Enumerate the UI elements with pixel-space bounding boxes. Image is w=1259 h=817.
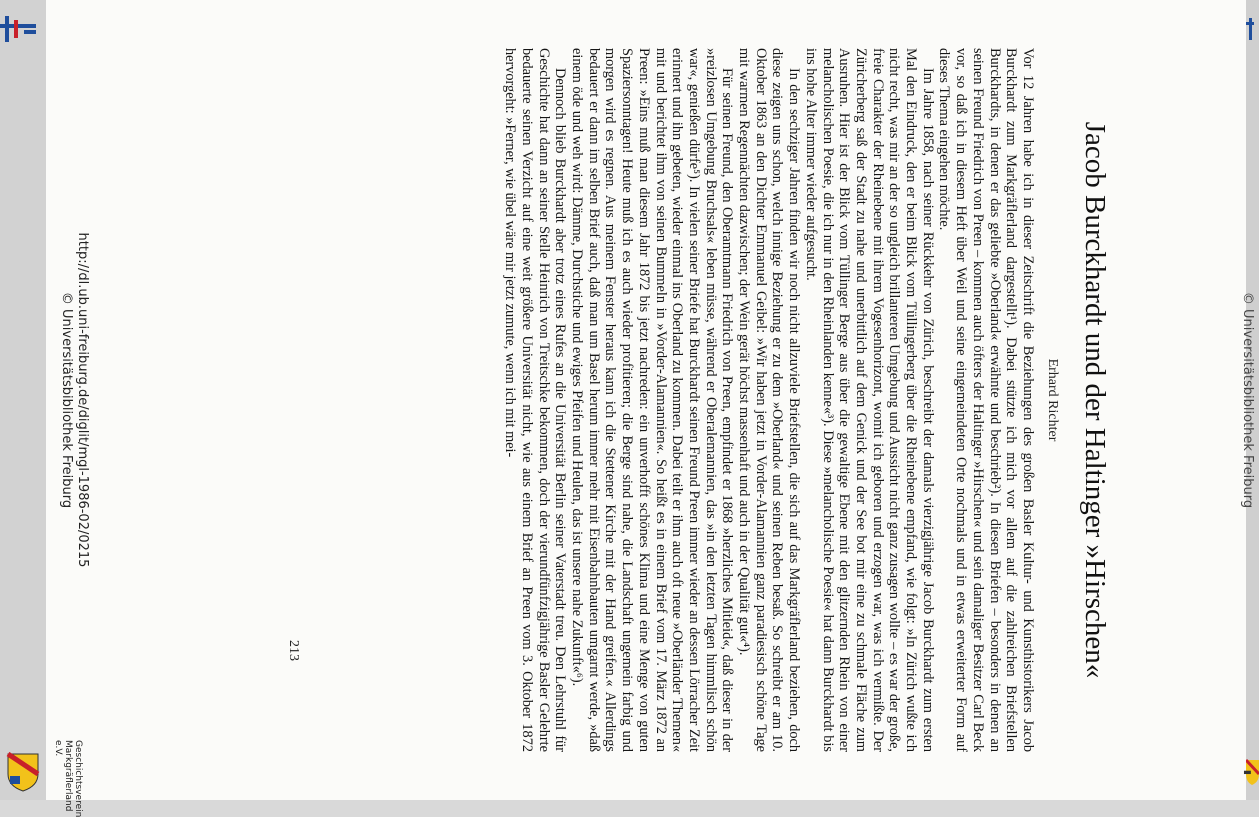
article-author: Erhard Richter xyxy=(1045,358,1060,442)
verein-line: Geschichtsverein xyxy=(73,740,83,817)
paragraph: Dennoch blieb Burckhardt aber trotz eines Rufes an die Universität Berlin seiner Vaterstadt treu. Den Lehrstuhl für Geschichte hat dann an seiner Stelle Heinrich von Treitschke bekommen, doch der vierundfünfzigjährige Basler Gelehrte bedauerte seinen Verzicht auf eine weit größere Universität nicht, wie aus einem Brief an Preen vom 3. Oktober 1872 hervorgeht: »Ferner, wie übel wäre mir jetzt zumute, wenn ich mit mei- xyxy=(502,48,569,752)
document-page xyxy=(46,0,1255,817)
page-number: 213 xyxy=(286,640,301,661)
top-edge-text: © Universitätsbibliothek Freiburg xyxy=(1240,291,1255,509)
article-title: Jacob Burckhardt und der Haltinger »Hirschen« xyxy=(1079,121,1111,679)
article-body xyxy=(502,48,1037,752)
source-url[interactable]: http://dl.ub.uni-freiburg.de/diglit/mgl-1986-02/0215 xyxy=(75,232,90,568)
paragraph: Im Jahre 1858, nach seiner Rückkehr von Zürich, beschreibt der damals vierzigjährige Jacob Burckhardt zum ersten Mal den Eindruck, den er beim Blick vom Tüllingerberg über die Rheinebene empfand, wie folgt: »In Zürich wußte ich nicht recht, was mir an der so ungleich brillanteren Umgebung und Aussicht nicht ganz zusagen wollte – es war der große, freie Charakter der Rheinebene mit ihrem Vogesenhorizont, womit ich geboren und erzogen war, was ich vermißte. Der Züricherberg saß der Stadt zu nahe und unerbittlich auf dem Genick und der See bot mir eine zu schmale Fläche zum Ausruhen. Hier ist der Blick vom Tüllinger Berge aus über die gewaltige Ebene mit den glitzernden Rhein von einer melancholischen Poesie, die ich nur in den Rheinlanden kenne«³). Diese »melancholische Poesie« hat dann Burckhardt bis ins hohe Alter immer wieder aufgesucht. xyxy=(802,48,936,752)
paragraph: Für seinen Freund, den Oberamtmann Friedrich von Preen, empfindet er 1868 »herzliches Mitleid«, daß dieser in der »reizlosen Umgebung Bruchsals« leben müsse, während er Oberalemannien, das »in den letzten Tagen himmlisch schön war«, genießen dürfe⁵). In vielen seiner Briefe hat Burckhardt seinen Freund Preen immer wieder an dessen Lörracher Zeit erinnert und ihn gebeten, wieder einmal ins Oberland zu kommen. Dabei teilt er ihm auch oft neue »Oberländer Themen« mit und berichtet ihm von seinen Bummeln in »Vorder-Alamannien«. So heißt es in einem Brief vom 17. März 1872 an Preen: »Eins muß man diesem Jahr 1872 bis jetzt nachreden: ein unverhofft schönes Klima und eine Menge von guten Spaziersonntagen! Heute muß ich es auch wieder profitieren; die Berge sind nahe, die Landschaft ungemein farbig und morgen wird es regnen. Aus meinem Fenster heraus kann ich die Stettener Kirche mit der Hand greifen.« Allerdings bedauert er dann im selben Brief auch, daß man um Basel herum immer mehr mit Eisenbahnbauten umgarnt werde, »daß einem öde und weh wird: Dämme, Durchstiche und ewiges Pfeifen und Heulen, das ist unsere nahe Zukunft«⁶). xyxy=(569,48,736,752)
verein-credit xyxy=(53,740,83,817)
library-credit: © Universitätsbibliothek Freiburg xyxy=(59,291,74,509)
ub-freiburg-logo-icon xyxy=(0,14,36,44)
top-edge-mark: ▮ xyxy=(1242,770,1252,775)
paragraph: In den sechziger Jahren finden wir noch nicht allzuviele Briefstellen, die sich auf das Markgräflerland beziehen, doch diese zeigen uns schon, welch innige Beziehung er zu dem »Oberland« und seinen Reben besaß. So schreibt er am 10. Oktober 1863 an den Dichter Emmanuel Geibel: »Wir haben jetzt in Vorder-Alamannien ganz paradiesisch schöne Tage mit warmen Regennächten dazwischen; der Wein gerät höchst massenhaft und auch in der Qualität gut«⁴). xyxy=(736,48,803,752)
viewer-left-margin xyxy=(0,0,46,800)
rotated-page-content xyxy=(46,0,1255,817)
verein-line: Markgräflerland e.V. xyxy=(53,740,73,812)
markgraeflerland-crest-icon xyxy=(6,752,40,792)
paragraph: Vor 12 Jahren habe ich in dieser Zeitschrift die Beziehungen des großen Basler Kultur- und Kunsthistorikers Jacob Burckhardt zum Markgräflerland dargestellt¹). Dabei stützte ich mich vor allem auf die zahlreichen Briefstellen Burckhardts, in denen er das geliebte »Oberland« erwähnte und beschrieb²). In diesen Briefen – besonders in denen an seinen Freund Friedrich von Preen – kommen auch öfters der Haltinger »Hirschen« und sein damaliger Besitzer Carl Beck vor, so daß ich in diesem Heft über Weil und seine eingemeindeten Orte nochmals und in etwas erweiterter Form auf dieses Thema eingehen möchte. xyxy=(936,48,1036,752)
